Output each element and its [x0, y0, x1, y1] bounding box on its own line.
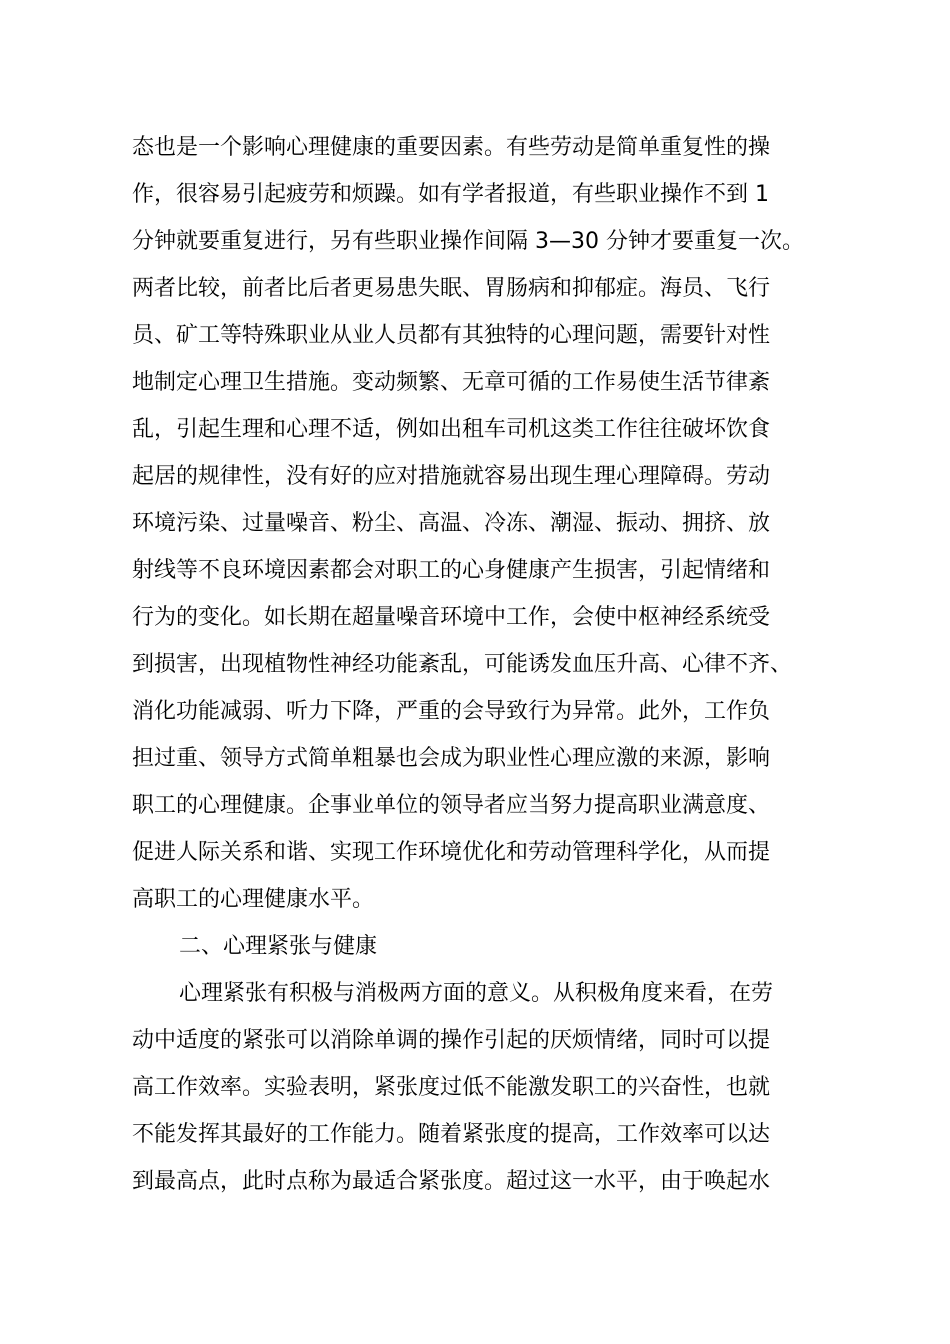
paragraph-line: 职工的心理健康。企事业单位的领导者应当努力提高职业满意度、 [132, 793, 771, 818]
paragraph-line: 促进人际关系和谐、实现工作环境优化和劳动管理科学化，从而提 [132, 840, 771, 865]
paragraph-line: 动中适度的紧张可以消除单调的操作引起的厌烦情绪，同时可以提 [132, 1028, 771, 1053]
paragraph-line: 起居的规律性，没有好的应对措施就容易出现生理心理障碍。劳动 [132, 464, 771, 489]
document-body [132, 124, 832, 1205]
paragraph-line: 乱，引起生理和心理不适，例如出租车司机这类工作往往破坏饮食 [132, 417, 771, 442]
paragraph-line: 心理紧张有积极与消极两方面的意义。从积极角度来看，在劳 [179, 981, 774, 1006]
paragraph-line: 分钟就要重复进行，另有些职业操作间隔 3—30 分钟才要重复一次。 [132, 229, 804, 254]
paragraph-line: 射线等不良环境因素都会对职工的心身健康产生损害，引起情绪和 [132, 558, 771, 583]
paragraph-line: 到最高点，此时点称为最适合紧张度。超过这一水平，由于唤起水 [132, 1169, 771, 1194]
section-heading: 二、心理紧张与健康 [179, 934, 378, 959]
paragraph-line: 员、矿工等特殊职业从业人员都有其独特的心理问题，需要针对性 [132, 323, 771, 348]
paragraph-line: 环境污染、过量噪音、粉尘、高温、冷冻、潮湿、振动、拥挤、放 [132, 511, 771, 536]
paragraph-line: 到损害，出现植物性神经功能紊乱，可能诱发血压升高、心律不齐、 [132, 652, 793, 677]
paragraph-line: 高职工的心理健康水平。 [132, 887, 375, 912]
paragraph-line: 高工作效率。实验表明，紧张度过低不能激发职工的兴奋性，也就 [132, 1075, 771, 1100]
paragraph-line: 作，很容易引起疲劳和烦躁。如有学者报道，有些职业操作不到 1 [132, 182, 769, 207]
paragraph-line: 不能发挥其最好的工作能力。随着紧张度的提高，工作效率可以达 [132, 1122, 771, 1147]
paragraph-line: 担过重、领导方式简单粗暴也会成为职业性心理应激的来源，影响 [132, 746, 771, 771]
paragraph-line: 消化功能减弱、听力下降，严重的会导致行为异常。此外，工作负 [132, 699, 771, 724]
paragraph-line: 行为的变化。如长期在超量噪音环境中工作，会使中枢神经系统受 [132, 605, 771, 630]
paragraph-line: 地制定心理卫生措施。变动频繁、无章可循的工作易使生活节律紊 [132, 370, 771, 395]
paragraph-line: 两者比较，前者比后者更易患失眠、胃肠病和抑郁症。海员、飞行 [132, 276, 771, 301]
paragraph-line: 态也是一个影响心理健康的重要因素。有些劳动是简单重复性的操 [132, 135, 771, 160]
